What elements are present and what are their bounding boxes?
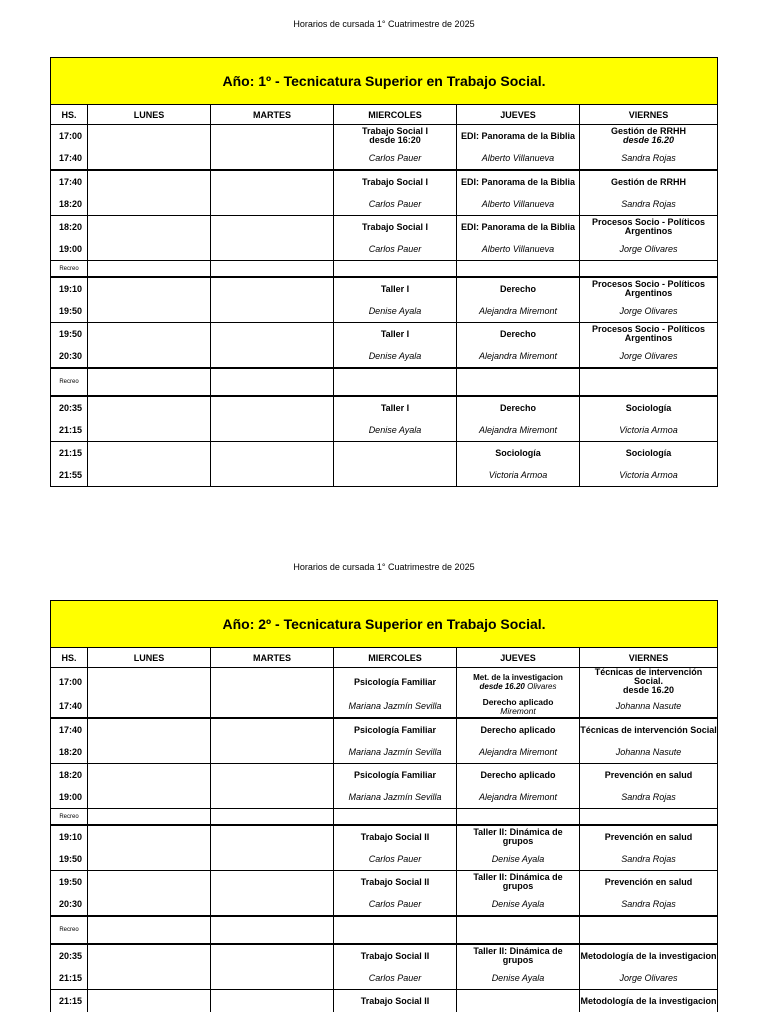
teacher-cell: Alejandra Miremont: [457, 419, 580, 442]
teacher-cell: Alberto Villanueva: [457, 193, 580, 216]
subject-cell: Sociología: [580, 396, 718, 419]
table-row: [51, 125, 718, 148]
teacher-cell: Denise Ayala: [457, 893, 580, 916]
subject-note: desde 16:20: [369, 135, 421, 145]
subject-cell: Trabajo Social I: [334, 216, 457, 239]
teacher-cell: Victoria Armoa: [580, 419, 718, 442]
table-row: [51, 170, 718, 193]
column-header: MIERCOLES: [334, 648, 457, 668]
teacher-cell: Jorge Olivares: [580, 238, 718, 261]
teacher-cell: Denise Ayala: [334, 345, 457, 368]
table-row: [51, 300, 718, 323]
teacher-cell: Carlos Pauer: [334, 967, 457, 990]
subject-cell: Técnicas de intervención Social: [580, 718, 718, 741]
column-header: HS.: [51, 648, 88, 668]
teacher-cell: Carlos Pauer: [334, 893, 457, 916]
start-time: 19:50: [51, 871, 88, 894]
teacher-cell: Alberto Villanueva: [457, 147, 580, 170]
start-time: 18:20: [51, 216, 88, 239]
end-time: 18:20: [51, 741, 88, 764]
table-row: [51, 193, 718, 216]
teacher-cell: Johanna Nasute: [580, 741, 718, 764]
recreo-row: [51, 916, 718, 944]
start-time: 20:35: [51, 944, 88, 967]
subject-name: Derecho aplicado: [482, 696, 554, 707]
column-header: MARTES: [211, 648, 334, 668]
subject-cell: Procesos Socio - Políticos Argentinos: [580, 277, 718, 300]
subject-cell: Trabajo Social II: [334, 871, 457, 894]
subject-cell: EDI: Panorama de la Biblia: [457, 170, 580, 193]
subject-name: Trabajo Social I: [361, 126, 429, 136]
teacher-cell: Mariana Jazmín Sevilla: [334, 695, 457, 718]
teacher-cell: Denise Ayala: [334, 300, 457, 323]
start-time: 17:40: [51, 170, 88, 193]
subject-note: desde 16.20: [623, 135, 675, 145]
teacher-cell: Sandra Rojas: [580, 147, 718, 170]
table-row: [51, 718, 718, 741]
teacher-cell: Carlos Pauer: [334, 848, 457, 871]
subject-note: Olivares: [527, 681, 557, 691]
teacher-cell: Alejandra Miremont: [457, 786, 580, 809]
table-row: [51, 741, 718, 764]
subject-cell: Sociología: [580, 442, 718, 465]
subject-name: Técnicas de intervención Social.: [594, 667, 703, 686]
teacher-cell: Carlos Pauer: [334, 193, 457, 216]
subject-cell: Psicología Familiar: [334, 718, 457, 741]
teacher-cell: Mariana Jazmín Sevilla: [334, 786, 457, 809]
subject-name: Gestión de RRHH: [611, 126, 687, 136]
end-time: 21:15: [51, 967, 88, 990]
subject-cell: [457, 668, 580, 696]
teacher-cell: Sandra Rojas: [580, 893, 718, 916]
subject-cell: Sociología: [457, 442, 580, 465]
start-time: 17:40: [51, 718, 88, 741]
teacher-cell: Carlos Pauer: [334, 238, 457, 261]
table-row: [51, 967, 718, 990]
subject-cell: Procesos Socio - Políticos Argentinos: [580, 323, 718, 346]
teacher-cell: Denise Ayala: [457, 967, 580, 990]
table-row: [51, 442, 718, 465]
subject-cell: EDI: Panorama de la Biblia: [457, 216, 580, 239]
column-header: VIERNES: [580, 105, 718, 125]
subject-cell: Derecho aplicado: [457, 718, 580, 741]
end-time: 19:00: [51, 238, 88, 261]
subject-cell: Psicología Familiar: [334, 668, 457, 696]
subject-note: desde 16.20: [479, 681, 525, 691]
subject-cell: Taller I: [334, 323, 457, 346]
end-time: 20:30: [51, 345, 88, 368]
recreo-label: Recreo: [51, 809, 88, 826]
teacher-cell: Johanna Nasute: [580, 695, 718, 718]
subject-cell: Metodología de la investigacion: [580, 944, 718, 967]
teacher-cell: Denise Ayala: [334, 419, 457, 442]
column-header: VIERNES: [580, 648, 718, 668]
table-row: [51, 396, 718, 419]
teacher-cell: Alejandra Miremont: [457, 345, 580, 368]
subject-cell: Trabajo Social I: [334, 170, 457, 193]
teacher-cell: Victoria Armoa: [580, 464, 718, 487]
teacher-cell: Denise Ayala: [457, 848, 580, 871]
start-time: 20:35: [51, 396, 88, 419]
start-time: 17:00: [51, 668, 88, 696]
subject-cell: Taller II: Dinámica de grupos: [457, 944, 580, 967]
table-row: [51, 786, 718, 809]
subject-cell: Metodología de la investigacion: [580, 990, 718, 1013]
recreo-label: Recreo: [51, 916, 88, 944]
subject-cell: Derecho aplicado: [457, 764, 580, 787]
teacher-cell: Jorge Olivares: [580, 345, 718, 368]
end-time: 18:20: [51, 193, 88, 216]
table-title: Año: 1º - Tecnicatura Superior en Trabajo Social.: [51, 58, 718, 105]
subject-cell: Taller II: Dinámica de grupos: [457, 871, 580, 894]
subject-cell: Taller II: Dinámica de grupos: [457, 825, 580, 848]
start-time: 17:00: [51, 125, 88, 148]
subject-cell: Psicología Familiar: [334, 764, 457, 787]
teacher-cell: Sandra Rojas: [580, 848, 718, 871]
subject-cell: Prevención en salud: [580, 871, 718, 894]
table-row: [51, 848, 718, 871]
table-row: [51, 216, 718, 239]
start-time: 19:50: [51, 323, 88, 346]
schedule-table-year1: [50, 57, 718, 487]
subject-cell: [457, 695, 580, 718]
teacher-cell: Carlos Pauer: [334, 147, 457, 170]
page-header: Horarios de cursada 1° Cuatrimestre de 2025: [293, 562, 475, 572]
table-row: [51, 238, 718, 261]
column-header: LUNES: [88, 105, 211, 125]
subject-cell: Derecho: [457, 277, 580, 300]
recreo-row: [51, 368, 718, 396]
subject-cell: Prevención en salud: [580, 764, 718, 787]
recreo-row: [51, 809, 718, 826]
teacher-cell: Mariana Jazmín Sevilla: [334, 741, 457, 764]
table-row: [51, 695, 718, 718]
subject-cell: Prevención en salud: [580, 825, 718, 848]
recreo-row: [51, 261, 718, 278]
table-row: [51, 871, 718, 894]
start-time: 19:10: [51, 277, 88, 300]
end-time: 17:40: [51, 695, 88, 718]
end-time: 17:40: [51, 147, 88, 170]
table-row: [51, 944, 718, 967]
subject-cell: EDI: Panorama de la Biblia: [457, 125, 580, 148]
teacher-cell: Sandra Rojas: [580, 786, 718, 809]
table-row: [51, 147, 718, 170]
table-row: [51, 764, 718, 787]
table-row: [51, 277, 718, 300]
end-time: 21:15: [51, 419, 88, 442]
end-time: 21:55: [51, 464, 88, 487]
teacher-cell: Alejandra Miremont: [457, 300, 580, 323]
table-row: [51, 893, 718, 916]
table-row: [51, 323, 718, 346]
recreo-label: Recreo: [51, 368, 88, 396]
column-header: MARTES: [211, 105, 334, 125]
end-time: 19:50: [51, 300, 88, 323]
start-time: 21:15: [51, 442, 88, 465]
end-time: 19:00: [51, 786, 88, 809]
start-time: 18:20: [51, 764, 88, 787]
column-header: MIERCOLES: [334, 105, 457, 125]
teacher-cell: Victoria Armoa: [457, 464, 580, 487]
subject-cell: Taller I: [334, 396, 457, 419]
teacher-cell: Jorge Olivares: [580, 967, 718, 990]
table-title: Año: 2º - Tecnicatura Superior en Trabajo Social.: [51, 601, 718, 648]
end-time: 19:50: [51, 848, 88, 871]
table-row: [51, 464, 718, 487]
subject-cell: Procesos Socio - Políticos Argentinos: [580, 216, 718, 239]
subject-cell: Taller I: [334, 277, 457, 300]
subject-cell: [334, 125, 457, 148]
subject-cell: [580, 668, 718, 696]
subject-name: Met. de la investigacion: [473, 672, 563, 682]
column-header: LUNES: [88, 648, 211, 668]
subject-cell: [580, 125, 718, 148]
teacher-cell: Alejandra Miremont: [457, 741, 580, 764]
subject-cell: Trabajo Social II: [334, 825, 457, 848]
teacher-name: Miremont: [500, 705, 536, 716]
column-header: JUEVES: [457, 105, 580, 125]
table-row: [51, 419, 718, 442]
table-row: [51, 990, 718, 1013]
teacher-cell: Alberto Villanueva: [457, 238, 580, 261]
schedule-table-year2: [50, 600, 718, 1012]
table-row: [51, 345, 718, 368]
start-time: 19:10: [51, 825, 88, 848]
subject-note: desde 16.20: [623, 685, 675, 695]
subject-cell: Derecho: [457, 323, 580, 346]
recreo-label: Recreo: [51, 261, 88, 278]
teacher-cell: Sandra Rojas: [580, 193, 718, 216]
subject-cell: Gestión de RRHH: [580, 170, 718, 193]
page-header: Horarios de cursada 1° Cuatrimestre de 2025: [293, 19, 475, 29]
end-time: 20:30: [51, 893, 88, 916]
table-row: [51, 668, 718, 696]
subject-cell: Trabajo Social II: [334, 990, 457, 1013]
start-time: 21:15: [51, 990, 88, 1013]
teacher-cell: Jorge Olivares: [580, 300, 718, 323]
column-header: JUEVES: [457, 648, 580, 668]
subject-cell: Trabajo Social II: [334, 944, 457, 967]
table-row: [51, 825, 718, 848]
column-header: HS.: [51, 105, 88, 125]
subject-cell: Derecho: [457, 396, 580, 419]
